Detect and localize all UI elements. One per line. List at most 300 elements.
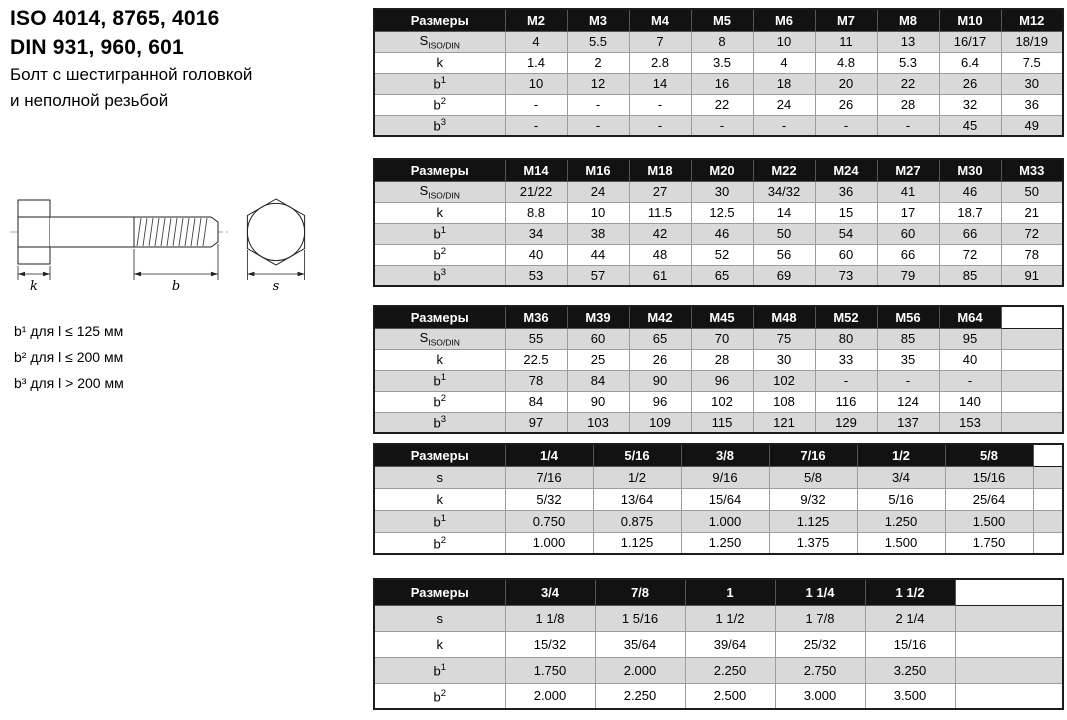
value-cell: 65 <box>629 328 691 349</box>
note-b1: b¹ для l ≤ 125 мм <box>14 323 124 339</box>
size-column-header: 5/16 <box>593 444 681 466</box>
value-cell: 2.8 <box>629 52 691 73</box>
value-cell: 124 <box>877 391 939 412</box>
table-row <box>374 181 1063 202</box>
value-cell: 21/22 <box>505 181 567 202</box>
value-cell: 0.875 <box>593 510 681 532</box>
value-cell: 30 <box>753 349 815 370</box>
value-cell: - <box>629 115 691 136</box>
row-label-superscript: 3 <box>440 117 447 129</box>
empty-cell <box>1033 466 1063 488</box>
dimensions-table-2 <box>373 158 1064 287</box>
row-label: $b^2$ <box>374 683 505 709</box>
empty-cell <box>1001 412 1063 433</box>
value-cell: 25/32 <box>775 631 865 657</box>
value-cell: 28 <box>877 94 939 115</box>
value-cell: 66 <box>939 223 1001 244</box>
value-cell: 13 <box>877 31 939 52</box>
row-label: $b^3$ <box>374 265 505 286</box>
row-label-superscript: 3 <box>440 267 447 279</box>
value-cell: 12.5 <box>691 202 753 223</box>
value-cell: 69 <box>753 265 815 286</box>
row-label: $b^1$ <box>374 657 505 683</box>
size-column-header: M7 <box>815 9 877 31</box>
row-label: $b^3$ <box>374 115 505 136</box>
value-cell: - <box>505 94 567 115</box>
value-cell: 7 <box>629 31 691 52</box>
size-header-label: Размеры <box>374 579 505 605</box>
value-cell: 1 5/16 <box>595 605 685 631</box>
value-cell: 32 <box>939 94 1001 115</box>
row-label-superscript: 3 <box>440 414 447 426</box>
value-cell: 50 <box>753 223 815 244</box>
value-cell: 5/8 <box>769 466 857 488</box>
iso-standards-line: ISO 4014, 8765, 4016 <box>10 7 220 30</box>
value-cell: 5.3 <box>877 52 939 73</box>
size-column-header: 7/8 <box>595 579 685 605</box>
value-cell: 22 <box>691 94 753 115</box>
value-cell: 102 <box>691 391 753 412</box>
value-cell: 14 <box>753 202 815 223</box>
row-label: $b^2$ <box>374 391 505 412</box>
row-label: k <box>374 488 505 510</box>
value-cell: 4 <box>505 31 567 52</box>
size-column-header: M5 <box>691 9 753 31</box>
value-cell: 78 <box>505 370 567 391</box>
size-column-header: 7/16 <box>769 444 857 466</box>
table-row <box>374 488 1063 510</box>
empty-header-cell <box>1001 306 1063 328</box>
value-cell: 22.5 <box>505 349 567 370</box>
empty-cell <box>1001 370 1063 391</box>
row-label: s <box>374 466 505 488</box>
row-label: $b^1$ <box>374 370 505 391</box>
table-row <box>374 370 1063 391</box>
value-cell: 9/16 <box>681 466 769 488</box>
value-cell: 84 <box>567 370 629 391</box>
value-cell: 70 <box>691 328 753 349</box>
table-row <box>374 657 1063 683</box>
empty-cell <box>955 657 1063 683</box>
size-column-header: 3/4 <box>505 579 595 605</box>
value-cell: 39/64 <box>685 631 775 657</box>
value-cell: 103 <box>567 412 629 433</box>
size-column-header: M24 <box>815 159 877 181</box>
value-cell: 16/17 <box>939 31 1001 52</box>
value-cell: 102 <box>753 370 815 391</box>
value-cell: - <box>815 115 877 136</box>
value-cell: 38 <box>567 223 629 244</box>
size-column-header: M56 <box>877 306 939 328</box>
value-cell: 1.500 <box>945 510 1033 532</box>
size-column-header: M16 <box>567 159 629 181</box>
size-column-header: M42 <box>629 306 691 328</box>
value-cell: 40 <box>505 244 567 265</box>
value-cell: 34/32 <box>753 181 815 202</box>
table-header-row <box>374 159 1063 181</box>
value-cell: 61 <box>629 265 691 286</box>
table-row <box>374 73 1063 94</box>
size-column-header: 5/8 <box>945 444 1033 466</box>
table-row <box>374 683 1063 709</box>
size-column-header: M3 <box>567 9 629 31</box>
value-cell: - <box>753 115 815 136</box>
value-cell: 2.250 <box>685 657 775 683</box>
value-cell: 97 <box>505 412 567 433</box>
table-row <box>374 466 1063 488</box>
size-column-header: M27 <box>877 159 939 181</box>
value-cell: 15/16 <box>865 631 955 657</box>
row-label-superscript: 1 <box>440 661 447 673</box>
table-header-row <box>374 444 1063 466</box>
value-cell: 0.750 <box>505 510 593 532</box>
value-cell: 1.000 <box>505 532 593 554</box>
dimension-labels <box>30 279 280 294</box>
value-cell: 60 <box>877 223 939 244</box>
value-cell: 3.250 <box>865 657 955 683</box>
bolt-side-view <box>10 200 230 264</box>
size-column-header: M33 <box>1001 159 1063 181</box>
value-cell: 55 <box>505 328 567 349</box>
size-column-header: M45 <box>691 306 753 328</box>
value-cell: 30 <box>1001 73 1063 94</box>
table-row <box>374 605 1063 631</box>
value-cell: 53 <box>505 265 567 286</box>
value-cell: 3.5 <box>691 52 753 73</box>
value-cell: 73 <box>815 265 877 286</box>
value-cell: 116 <box>815 391 877 412</box>
row-label: $b^3$ <box>374 412 505 433</box>
value-cell: 14 <box>629 73 691 94</box>
value-cell: 10 <box>505 73 567 94</box>
table-row <box>374 532 1063 554</box>
value-cell: 50 <box>1001 181 1063 202</box>
table-row <box>374 202 1063 223</box>
value-cell: 44 <box>567 244 629 265</box>
value-cell: 21 <box>1001 202 1063 223</box>
size-column-header: M39 <box>567 306 629 328</box>
size-column-header: M52 <box>815 306 877 328</box>
value-cell: 4 <box>753 52 815 73</box>
row-label: $S_{ISO/DIN}$ <box>374 181 505 202</box>
value-cell: 1.250 <box>681 532 769 554</box>
row-label-subscript: ISO/DIN <box>428 190 460 201</box>
table-row <box>374 31 1063 52</box>
value-cell: 72 <box>939 244 1001 265</box>
value-cell: - <box>629 94 691 115</box>
value-cell: 1.500 <box>857 532 945 554</box>
value-cell: - <box>815 370 877 391</box>
size-header-label: Размеры <box>374 9 505 31</box>
size-header-label: Размеры <box>374 306 505 328</box>
value-cell: 22 <box>877 73 939 94</box>
empty-cell <box>1001 391 1063 412</box>
hex-head-profile <box>18 200 50 264</box>
value-cell: 1.125 <box>769 510 857 532</box>
size-column-header: M64 <box>939 306 1001 328</box>
value-cell: 56 <box>753 244 815 265</box>
standards-title <box>10 4 220 62</box>
table-row <box>374 115 1063 136</box>
value-cell: 2.250 <box>595 683 685 709</box>
table-row <box>374 631 1063 657</box>
dim-label-k: k <box>30 279 38 294</box>
value-cell: 49 <box>1001 115 1063 136</box>
row-label-superscript: 2 <box>440 246 447 258</box>
value-cell: 20 <box>815 73 877 94</box>
hex-end-view <box>247 199 304 265</box>
table-row <box>374 223 1063 244</box>
value-cell: 17 <box>877 202 939 223</box>
value-cell: 46 <box>691 223 753 244</box>
value-cell: 84 <box>505 391 567 412</box>
value-cell: 2.500 <box>685 683 775 709</box>
size-column-header: M36 <box>505 306 567 328</box>
size-column-header: 1/2 <box>857 444 945 466</box>
value-cell: 24 <box>567 181 629 202</box>
value-cell: 9/32 <box>769 488 857 510</box>
value-cell: 18 <box>753 73 815 94</box>
value-cell: 129 <box>815 412 877 433</box>
value-cell: - <box>691 115 753 136</box>
value-cell: 60 <box>567 328 629 349</box>
value-cell: 65 <box>691 265 753 286</box>
value-cell: 1.375 <box>769 532 857 554</box>
table-row <box>374 94 1063 115</box>
value-cell: 13/64 <box>593 488 681 510</box>
value-cell: 1.750 <box>505 657 595 683</box>
row-label: k <box>374 349 505 370</box>
size-column-header: M30 <box>939 159 1001 181</box>
value-cell: 52 <box>691 244 753 265</box>
row-label-superscript: 1 <box>440 75 447 87</box>
value-cell: 10 <box>567 202 629 223</box>
value-cell: 121 <box>753 412 815 433</box>
value-cell: 1/2 <box>593 466 681 488</box>
value-cell: 18/19 <box>1001 31 1063 52</box>
value-cell: 46 <box>939 181 1001 202</box>
value-cell: 30 <box>691 181 753 202</box>
size-column-header: M18 <box>629 159 691 181</box>
value-cell: 1.750 <box>945 532 1033 554</box>
value-cell: 5/16 <box>857 488 945 510</box>
value-cell: 5.5 <box>567 31 629 52</box>
dimensions-table-3 <box>373 305 1064 434</box>
value-cell: - <box>877 115 939 136</box>
value-cell: 96 <box>691 370 753 391</box>
row-label: $b^1$ <box>374 73 505 94</box>
row-label: k <box>374 631 505 657</box>
value-cell: 35 <box>877 349 939 370</box>
value-cell: - <box>877 370 939 391</box>
value-cell: 10 <box>753 31 815 52</box>
row-label: $b^2$ <box>374 94 505 115</box>
value-cell: 90 <box>629 370 691 391</box>
value-cell: - <box>939 370 1001 391</box>
table-row <box>374 328 1063 349</box>
value-cell: 26 <box>815 94 877 115</box>
value-cell: 15 <box>815 202 877 223</box>
empty-cell <box>1001 328 1063 349</box>
value-cell: 15/64 <box>681 488 769 510</box>
hexagon-outline <box>247 199 304 265</box>
value-cell: 2.750 <box>775 657 865 683</box>
table-row <box>374 52 1063 73</box>
value-cell: 25/64 <box>945 488 1033 510</box>
din-standards-line: DIN 931, 960, 601 <box>10 36 184 59</box>
value-cell: 24 <box>753 94 815 115</box>
value-cell: 7/16 <box>505 466 593 488</box>
table-row <box>374 265 1063 286</box>
value-cell: 33 <box>815 349 877 370</box>
dimensions-table-5 <box>373 578 1064 710</box>
value-cell: 140 <box>939 391 1001 412</box>
value-cell: 75 <box>753 328 815 349</box>
value-cell: 11 <box>815 31 877 52</box>
value-cell: 1 7/8 <box>775 605 865 631</box>
value-cell: 91 <box>1001 265 1063 286</box>
table-row <box>374 510 1063 532</box>
value-cell: 1 1/8 <box>505 605 595 631</box>
row-label-subscript: ISO/DIN <box>428 40 460 51</box>
value-cell: 5/32 <box>505 488 593 510</box>
value-cell: 18.7 <box>939 202 1001 223</box>
size-column-header: 1 1/2 <box>865 579 955 605</box>
value-cell: 8 <box>691 31 753 52</box>
value-cell: 45 <box>939 115 1001 136</box>
value-cell: 85 <box>939 265 1001 286</box>
value-cell: 27 <box>629 181 691 202</box>
dimensions-table-1 <box>373 8 1064 137</box>
row-label: $b^1$ <box>374 510 505 532</box>
value-cell: 40 <box>939 349 1001 370</box>
value-cell: 2.000 <box>505 683 595 709</box>
value-cell: 1.250 <box>857 510 945 532</box>
size-column-header: 1/4 <box>505 444 593 466</box>
row-label: s <box>374 605 505 631</box>
value-cell: 11.5 <box>629 202 691 223</box>
value-cell: 3.500 <box>865 683 955 709</box>
value-cell: 42 <box>629 223 691 244</box>
value-cell: 8.8 <box>505 202 567 223</box>
row-label: k <box>374 52 505 73</box>
row-label-superscript: 1 <box>440 512 447 524</box>
value-cell: 85 <box>877 328 939 349</box>
table-row <box>374 244 1063 265</box>
value-cell: 2.000 <box>595 657 685 683</box>
table-header-row <box>374 9 1063 31</box>
value-cell: 80 <box>815 328 877 349</box>
size-column-header: M14 <box>505 159 567 181</box>
value-cell: 1.000 <box>681 510 769 532</box>
value-cell: 6.4 <box>939 52 1001 73</box>
size-column-header: M48 <box>753 306 815 328</box>
row-label-subscript: ISO/DIN <box>428 337 460 348</box>
bolt-technical-drawing <box>6 190 351 298</box>
row-label: $S_{ISO/DIN}$ <box>374 328 505 349</box>
empty-cell <box>1001 349 1063 370</box>
value-cell: 95 <box>939 328 1001 349</box>
value-cell: 108 <box>753 391 815 412</box>
value-cell: 90 <box>567 391 629 412</box>
value-cell: 60 <box>815 244 877 265</box>
value-cell: 1.4 <box>505 52 567 73</box>
length-notes <box>14 318 124 396</box>
row-label-superscript: 1 <box>440 372 447 384</box>
value-cell: 48 <box>629 244 691 265</box>
value-cell: 72 <box>1001 223 1063 244</box>
value-cell: 96 <box>629 391 691 412</box>
value-cell: 26 <box>629 349 691 370</box>
value-cell: 34 <box>505 223 567 244</box>
table-header-row <box>374 306 1063 328</box>
table-header-row <box>374 579 1063 605</box>
size-column-header: M20 <box>691 159 753 181</box>
row-label-superscript: 2 <box>440 687 447 699</box>
product-description <box>10 62 252 114</box>
value-cell: - <box>505 115 567 136</box>
value-cell: 153 <box>939 412 1001 433</box>
value-cell: 26 <box>939 73 1001 94</box>
row-label: $b^2$ <box>374 532 505 554</box>
size-column-header: 1 1/4 <box>775 579 865 605</box>
value-cell: 79 <box>877 265 939 286</box>
size-column-header: M8 <box>877 9 939 31</box>
value-cell: - <box>567 115 629 136</box>
empty-header-cell <box>955 579 1063 605</box>
size-column-header: M6 <box>753 9 815 31</box>
value-cell: 12 <box>567 73 629 94</box>
row-label: k <box>374 202 505 223</box>
empty-header-cell <box>1033 444 1063 466</box>
value-cell: 78 <box>1001 244 1063 265</box>
empty-cell <box>955 605 1063 631</box>
row-label-superscript: 1 <box>440 225 447 237</box>
size-column-header: 1 <box>685 579 775 605</box>
empty-cell <box>955 683 1063 709</box>
size-column-header: M22 <box>753 159 815 181</box>
size-header-label: Размеры <box>374 444 505 466</box>
empty-cell <box>1033 488 1063 510</box>
value-cell: 16 <box>691 73 753 94</box>
table-row <box>374 412 1063 433</box>
value-cell: 25 <box>567 349 629 370</box>
size-column-header: M4 <box>629 9 691 31</box>
table-row <box>374 391 1063 412</box>
value-cell: 7.5 <box>1001 52 1063 73</box>
row-label: $S_{ISO/DIN}$ <box>374 31 505 52</box>
empty-cell <box>1033 510 1063 532</box>
value-cell: 1.125 <box>593 532 681 554</box>
value-cell: 3/4 <box>857 466 945 488</box>
value-cell: 28 <box>691 349 753 370</box>
note-b3: b³ для l > 200 мм <box>14 375 124 391</box>
value-cell: 36 <box>815 181 877 202</box>
empty-cell <box>1033 532 1063 554</box>
value-cell: - <box>567 94 629 115</box>
empty-cell <box>955 631 1063 657</box>
row-label: $b^2$ <box>374 244 505 265</box>
value-cell: 36 <box>1001 94 1063 115</box>
note-b2: b² для l ≤ 200 мм <box>14 349 124 365</box>
table-row <box>374 349 1063 370</box>
value-cell: 41 <box>877 181 939 202</box>
size-column-header: M10 <box>939 9 1001 31</box>
dimensions-table-4 <box>373 443 1064 555</box>
value-cell: 137 <box>877 412 939 433</box>
value-cell: 3.000 <box>775 683 865 709</box>
row-label-superscript: 2 <box>440 393 447 405</box>
